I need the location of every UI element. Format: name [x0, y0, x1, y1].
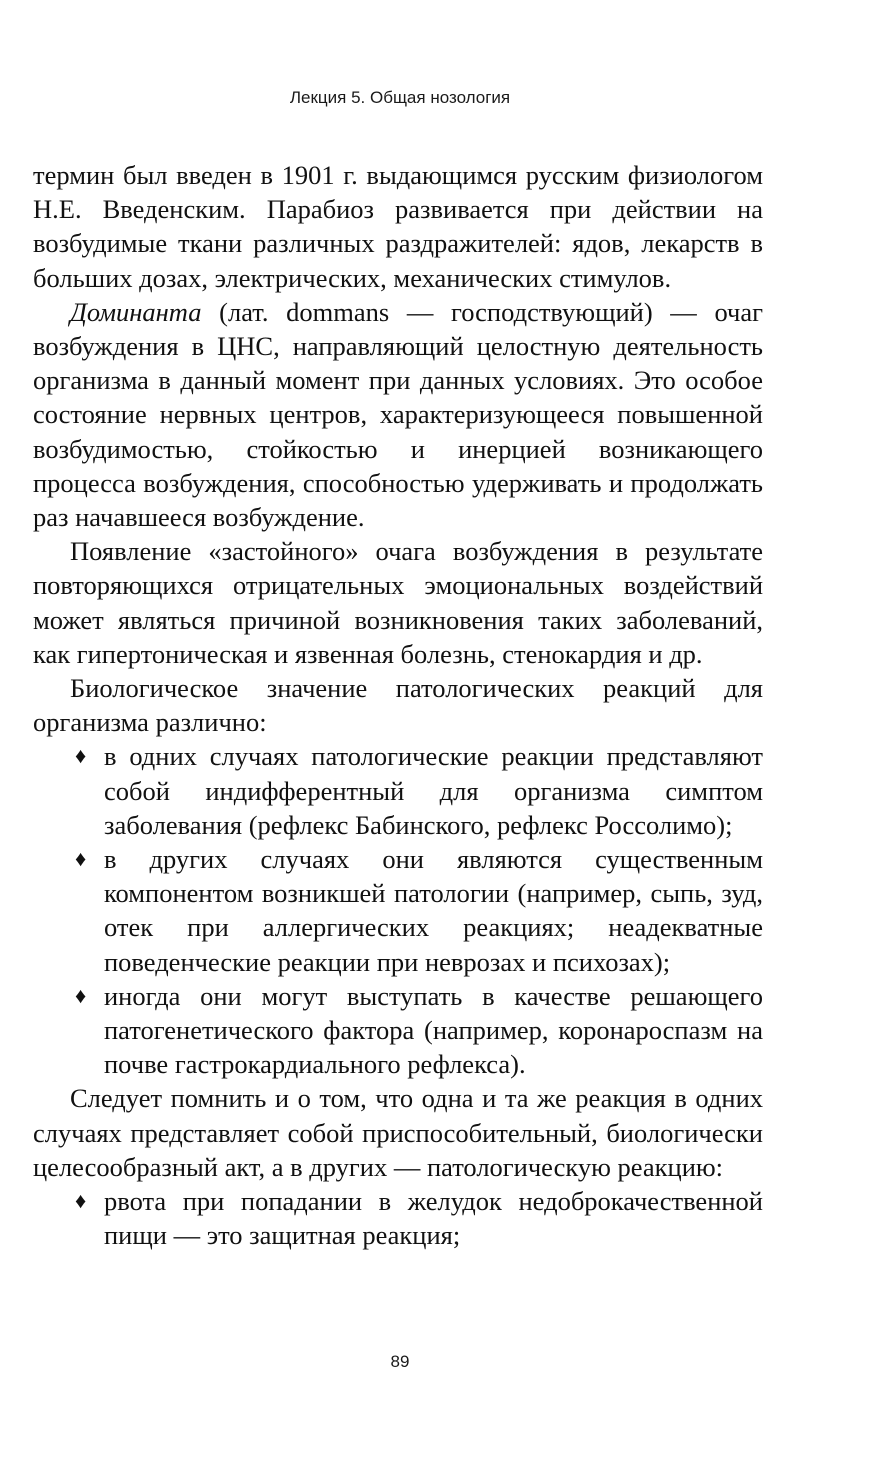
bullet-list-examples — [33, 1184, 763, 1252]
body-text — [33, 158, 763, 1253]
list-item — [71, 1184, 763, 1252]
definition-dominanta: (лат. dommans — господствующий) — очаг возбуждения в ЦНС, направляющий целостную деятельность организма в данный момент при данных условиях. Это особое состояние нервных центров, характеризующееся повышенной возбудимостью, стойкостью и инерцией возникающего процесса возбуждения, способностью удерживать и продолжать раз начавшееся возбуждение. — [33, 296, 763, 533]
diamond-bullet-icon: ♦ — [75, 743, 87, 769]
list-item-text: рвота при попадании в желудок недоброкачественной пищи — это защитная реакция; — [104, 1186, 763, 1251]
paragraph-dominanta — [33, 295, 763, 534]
list-item-text: в одних случаях патологические реакции представляют собой индифферентный для организма симптом заболевания (рефлекс Бабинского, рефлекс Россолимо); — [104, 741, 763, 840]
paragraph-stagnant-focus: Появление «застойного» очага возбуждения в результате повторяющихся отрицательных эмоциональных воздействий может являться причиной возникновения таких заболеваний, как гипертоническая и язвенная болезнь, стенокардия и др. — [33, 536, 763, 669]
term-dominanta: Доминанта — [70, 296, 202, 327]
running-header: Лекция 5. Общая нозология — [289, 88, 511, 107]
diamond-bullet-icon: ♦ — [75, 1188, 87, 1214]
list-item — [71, 842, 763, 979]
list-item-text: в других случаях они являются существенным компонентом возникшей патологии (например, сыпь, зуд, отек при аллергических реакциях; неадекватные поведенческие реакции при неврозах и психозах); — [104, 844, 763, 977]
paragraph-parabiosis: термин был введен в 1901 г. выдающимся русским физиологом Н.Е. Введенским. Парабиоз развивается при действии на возбудимые ткани различных раздражителей: ядов, лекарств в больших дозах, электрических, механических стимулов. — [33, 160, 763, 293]
bullet-list-significance — [33, 739, 763, 1081]
list-item — [71, 739, 763, 842]
diamond-bullet-icon: ♦ — [75, 846, 87, 872]
paragraph-same-reaction: Следует помнить и о том, что одна и та же реакция в одних случаях представляет собой приспособительный, биологически целесообразный акт, а в других — патологическую реакцию: — [33, 1083, 763, 1182]
diamond-bullet-icon: ♦ — [75, 982, 87, 1008]
page-number: 89 — [390, 1352, 410, 1371]
paragraph-biological-significance: Биологическое значение патологических реакций для организма различно: — [33, 673, 763, 738]
list-item — [71, 979, 763, 1082]
list-item-text: иногда они могут выступать в качестве решающего патогенетического фактора (например, коронароспазм на почве гастрокардиального рефлекса). — [104, 980, 763, 1080]
